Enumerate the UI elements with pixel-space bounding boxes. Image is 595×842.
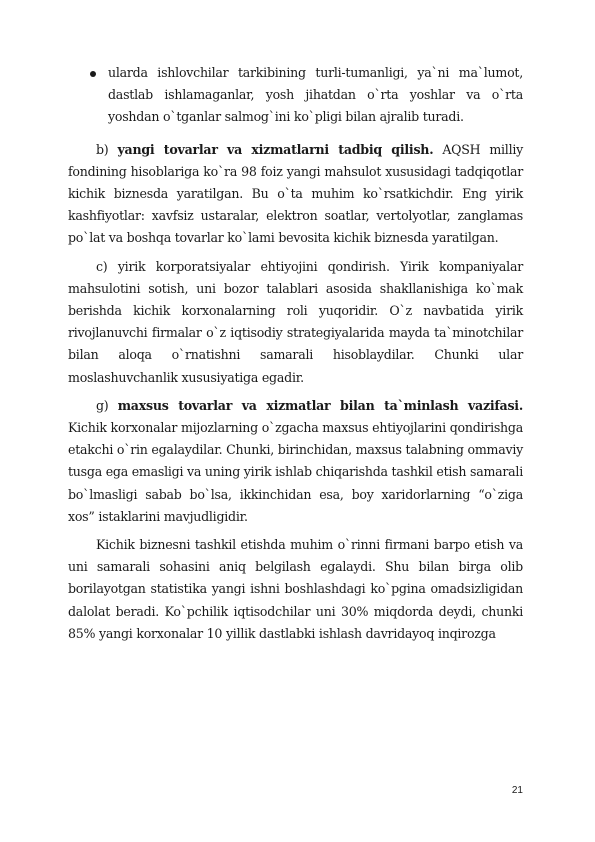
page-number: 21 bbox=[511, 785, 523, 796]
bullet-text: ularda ishlovchilar tarkibining turli-tumanligi, ya`ni ma`lumot, dastlab ishlamaganlar, yosh jihatdan o`rta yoshlar va o`rta yoshdan o`tganlar salmog`ini ko`pligi bilan ajralib turadi. bbox=[108, 65, 523, 125]
paragraph-c bbox=[68, 256, 523, 389]
paragraph-last-text: Kichik biznesni tashkil etishda muhim o`rinni firmani barpo etish va uni samarali sohasini aniq belgilash egalaydi. Shu bilan birga olib borilayotgan statistika yangi ishni boshlashdagi ko`pgina omadsizligidan dalolat beradi. Ko`pchilik iqtisodchilar uni 30% miqdorda deydi, chunki 85% yangi korxonalar 10 yillik dastlabki ishlash davridayoq inqirozga bbox=[68, 537, 523, 641]
document-body bbox=[68, 62, 523, 651]
paragraph-b-marker: b) bbox=[96, 141, 109, 157]
paragraph-last bbox=[68, 534, 523, 645]
paragraph-g-text: Kichik korxonalar mijozlarning o`zgacha maxsus ehtiyojlarini qondirishga etakchi o`rin egalaydilar. Chunki, birinchidan, maxsus talabning ommaviy tusga ega emasligi va uning yirik ishlab chiqarishda tashkil etish samarali bo`lmasligi sabab bo`lsa, ikkinchidan esa, boy xaridorlarning “o`ziga xos” istaklarini mavjudligidir. bbox=[68, 420, 523, 524]
paragraph-b-text: AQSH milliy fondining hisoblariga ko`ra 98 foiz yangi mahsulot xususidagi tadqiqotlar kichik biznesda yaratilgan. Bu o`ta muhim ko`rsatkichdir. Eng yirik kashfiyotlar: xavfsiz ustaralar, elektron soatlar, vertolyotlar, zanglamas po`lat va boshqa tovarlar ko`lami bevosita kichik biznesda yaratilgan. bbox=[68, 141, 523, 246]
paragraph-g-heading: maxsus tovarlar va xizmatlar bilan ta`minlash vazifasi. bbox=[117, 397, 523, 413]
paragraph-c-text: c) yirik korporatsiyalar ehtiyojini qondirish. Yirik kompaniyalar mahsulotini sotish, uni bozor talablari asosida shakllanishiga ko`mak berishda kichik korxonalarning roli yuqoridir. O`z navbatida yirik rivojlanuvchi firmalar o`z iqtisodiy strategiyalarida mayda ta`minotchilar bilan aloqa o`rnatishni samarali hisoblaydilar. Chunki ular moslashuvchanlik xususiyatiga egadir. bbox=[68, 258, 523, 385]
bullet-dot-icon bbox=[90, 71, 96, 77]
bullet-list-item bbox=[68, 62, 523, 129]
paragraph-g bbox=[68, 395, 523, 528]
paragraph-g-marker: g) bbox=[96, 397, 109, 413]
paragraph-b-heading: yangi tovarlar va xizmatlarni tadbiq qilish. bbox=[117, 141, 434, 157]
paragraph-b bbox=[68, 139, 523, 250]
